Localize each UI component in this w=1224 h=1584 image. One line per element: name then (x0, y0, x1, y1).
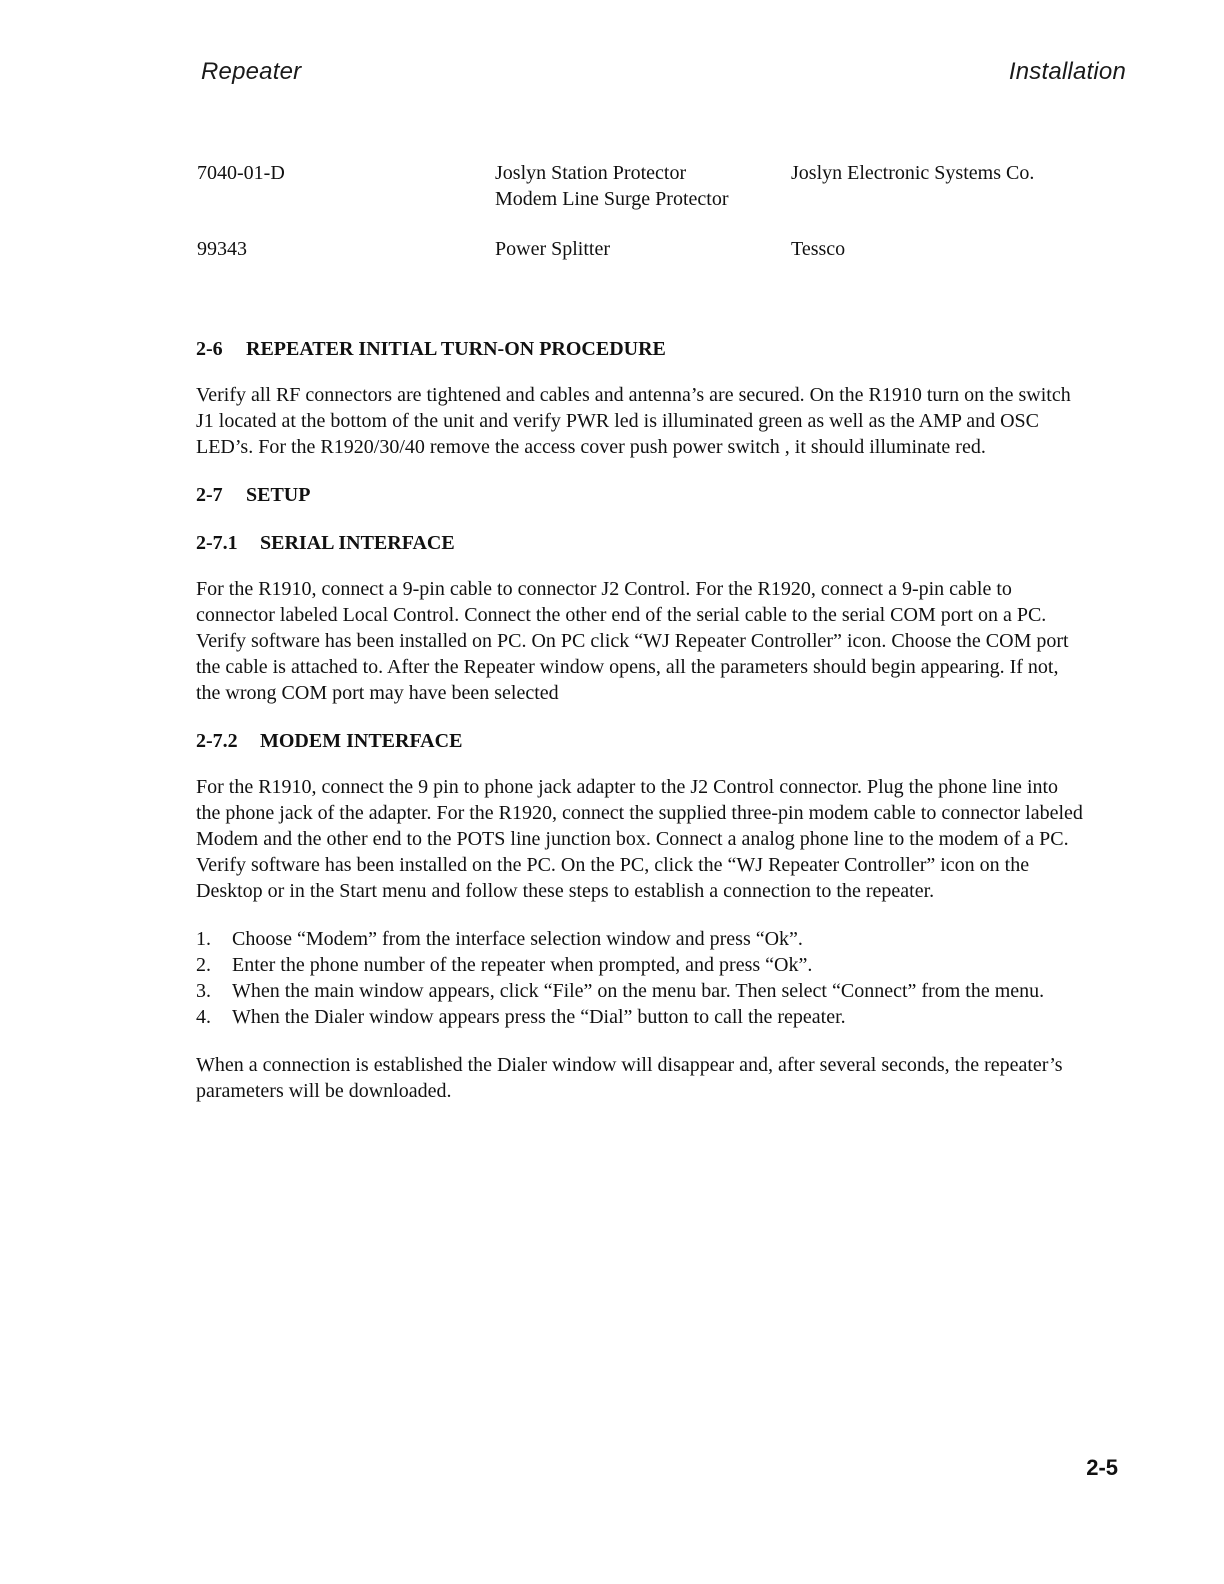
section-heading-2-7-2 (196, 728, 1086, 754)
step-number: 1. (196, 928, 211, 950)
vendor-cell: Tessco (791, 238, 846, 260)
section-heading-2-6 (196, 336, 1086, 362)
running-head-right: Installation (1008, 58, 1126, 85)
section-number: 2-7 (196, 484, 223, 506)
list-item (196, 952, 1086, 978)
list-item (196, 978, 1086, 1004)
modem-interface-paragraph: For the R1910, connect the 9 pin to phone jack adapter to the J2 Control connector. Plug the phone line into the phone jack of the adapter. For the R1920, connect the supplied three-pin modem cable to connector labeled Modem and the other end to the POTS line junction box. Connect a analog phone line to the modem of a PC. Verify software has been installed on the PC. On the PC, click the “WJ Repeater Controller” icon on the Desktop or in the Start menu and follow these steps to establish a connection to the repeater. (196, 776, 1083, 902)
document-body (196, 336, 1086, 1104)
page-number: 2-5 (1086, 1455, 1118, 1480)
part-number-cell: 99343 (197, 238, 247, 260)
section-heading-2-7-1 (196, 530, 1086, 556)
part-number-cell: 7040-01-D (197, 162, 285, 184)
list-item (196, 1004, 1086, 1030)
description-line: Power Splitter (495, 238, 610, 260)
section-title: SETUP (246, 484, 311, 506)
step-text: Enter the phone number of the repeater when prompted, and press “Ok”. (232, 954, 813, 976)
table-row (197, 160, 1097, 236)
connection-closing-paragraph: When a connection is established the Dialer window will disappear and, after several seconds, the repeater’s parameters will be downloaded. (196, 1054, 1063, 1102)
vendor-cell: Joslyn Electronic Systems Co. (791, 162, 1035, 184)
section-number: 2-7.2 (196, 730, 238, 752)
serial-interface-paragraph: For the R1910, connect a 9-pin cable to connector J2 Control. For the R1920, connect a 9-pin cable to connector labeled Local Control. Connect the other end of the serial cable to the serial COM port on a PC. Verify software has been installed on PC. On PC click “WJ Repeater Controller” icon. Choose the COM port the cable is attached to. After the Repeater window opens, all the parameters should begin appearing. If not, the wrong COM port may have been selected (196, 578, 1069, 704)
step-text: When the main window appears, click “File” on the menu bar. Then select “Connect” from the menu. (232, 980, 1045, 1002)
running-head-left: Repeater (201, 58, 302, 85)
description-line: Modem Line Surge Protector (495, 188, 729, 210)
description-line: Joslyn Station Protector (495, 162, 687, 184)
list-item (196, 926, 1086, 952)
modem-steps-list (196, 926, 1086, 1030)
section-number: 2-7.1 (196, 532, 238, 554)
table-row (197, 236, 1097, 286)
description-cell (495, 160, 791, 236)
section-number: 2-6 (196, 338, 223, 360)
step-text: When the Dialer window appears press the “Dial” button to call the repeater. (232, 1006, 846, 1028)
step-number: 3. (196, 980, 211, 1002)
step-number: 2. (196, 954, 211, 976)
step-text: Choose “Modem” from the interface selection window and press “Ok”. (232, 928, 803, 950)
section-title: REPEATER INITIAL TURN-ON PROCEDURE (246, 338, 666, 360)
step-number: 4. (196, 1006, 211, 1028)
turn-on-paragraph: Verify all RF connectors are tightened and cables and antenna’s are secured. On the R1910 turn on the switch J1 located at the bottom of the unit and verify PWR led is illuminated green as well as the AMP and OSC LED’s. For the R1920/30/40 remove the access cover push power switch , it should illuminate red. (196, 384, 1071, 458)
section-title: SERIAL INTERFACE (260, 532, 455, 554)
section-heading-2-7 (196, 482, 1086, 508)
parts-table (197, 160, 1097, 286)
section-title: MODEM INTERFACE (260, 730, 463, 752)
description-cell (495, 236, 791, 286)
